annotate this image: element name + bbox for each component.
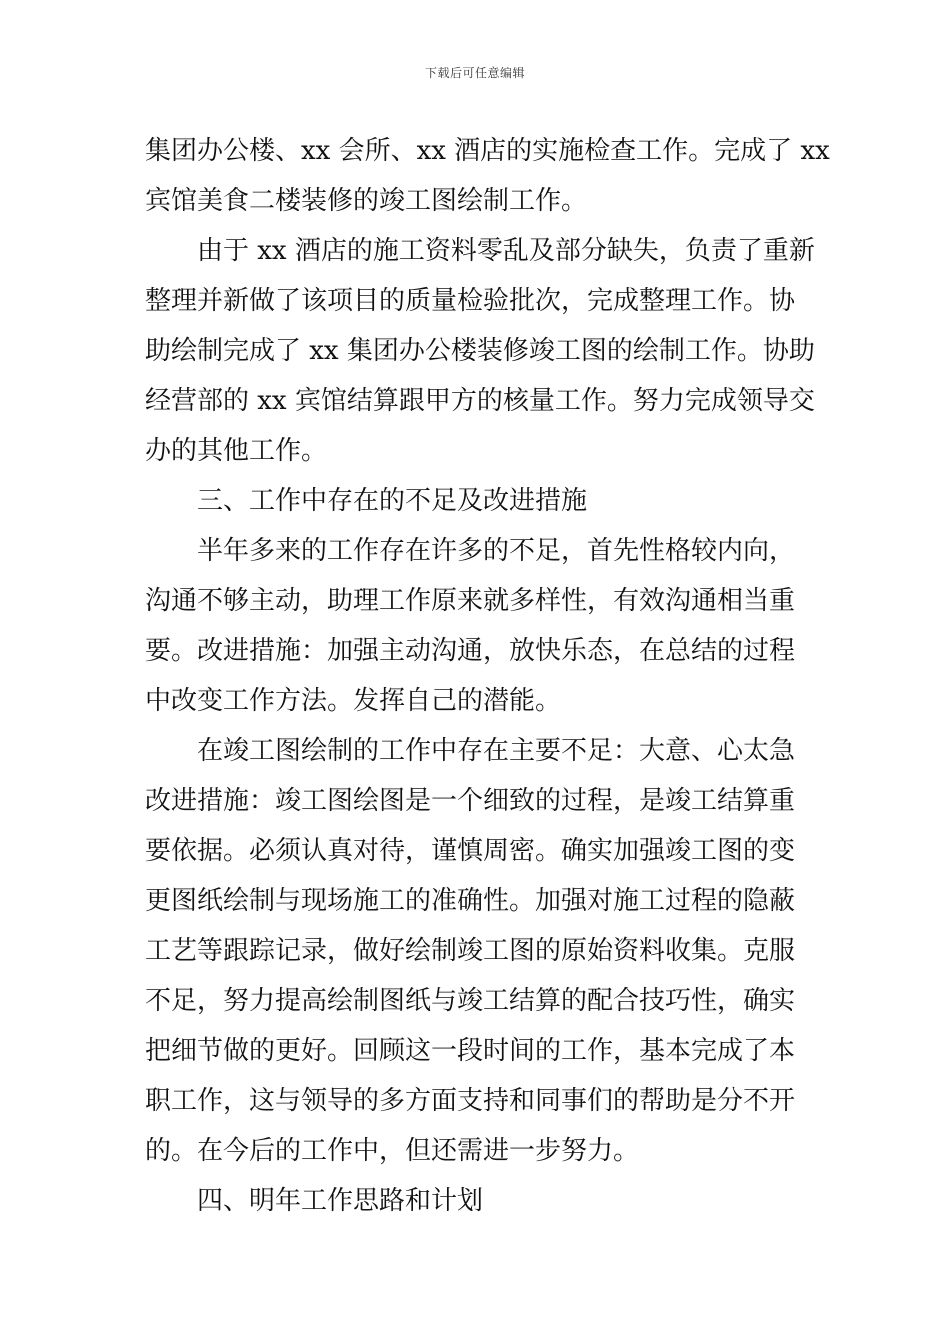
text-line: 不足，努力提高绘制图纸与竣工结算的配合技巧性，确实 [145,986,796,1016]
text-line: 集团办公楼、xx 会所、xx 酒店的实施检查工作。完成了 xx [145,136,830,166]
text-line: 工艺等跟踪记录，做好绘制竣工图的原始资料收集。克服 [145,936,796,966]
text-line: 要依据。必须认真对待，谨慎周密。确实加强竣工图的变 [145,836,796,866]
document-body [145,126,830,1226]
text-line: 整理并新做了该项目的质量检验批次，完成整理工作。协 [145,286,796,316]
text-line: 宾馆美食二楼装修的竣工图绘制工作。 [145,186,588,216]
text-line: 沟通不够主动，助理工作原来就多样性，有效沟通相当重 [145,586,796,616]
text-line: 改进措施：竣工图绘图是一个细致的过程，是竣工结算重 [145,786,796,816]
section-heading: 四、明年工作思路和计划 [197,1186,484,1216]
text-line: 半年多来的工作存在许多的不足，首先性格较内向， [197,536,796,566]
text-line: 由于 xx 酒店的施工资料零乱及部分缺失，负责了重新 [197,236,815,266]
page-header: 下载后可任意编辑 [424,66,525,80]
text-line: 中改变工作方法。发挥自己的潜能。 [145,686,562,716]
text-line: 要。改进措施：加强主动沟通，放快乐态，在总结的过程 [145,636,796,666]
text-line: 办的其他工作。 [145,436,328,466]
text-line: 的。在今后的工作中，但还需进一步努力。 [145,1136,640,1166]
text-line: 职工作，这与领导的多方面支持和同事们的帮助是分不开 [145,1086,796,1116]
text-line: 在竣工图绘制的工作中存在主要不足：大意、心太急 [197,736,796,766]
text-line: 经营部的 xx 宾馆结算跟甲方的核量工作。努力完成领导交 [145,386,815,416]
section-heading: 三、工作中存在的不足及改进措施 [197,486,588,516]
text-line: 更图纸绘制与现场施工的准确性。加强对施工过程的隐蔽 [145,886,796,916]
text-line: 助绘制完成了 xx 集团办公楼装修竣工图的绘制工作。协助 [145,336,815,366]
text-line: 把细节做的更好。回顾这一段时间的工作，基本完成了本 [145,1036,796,1066]
